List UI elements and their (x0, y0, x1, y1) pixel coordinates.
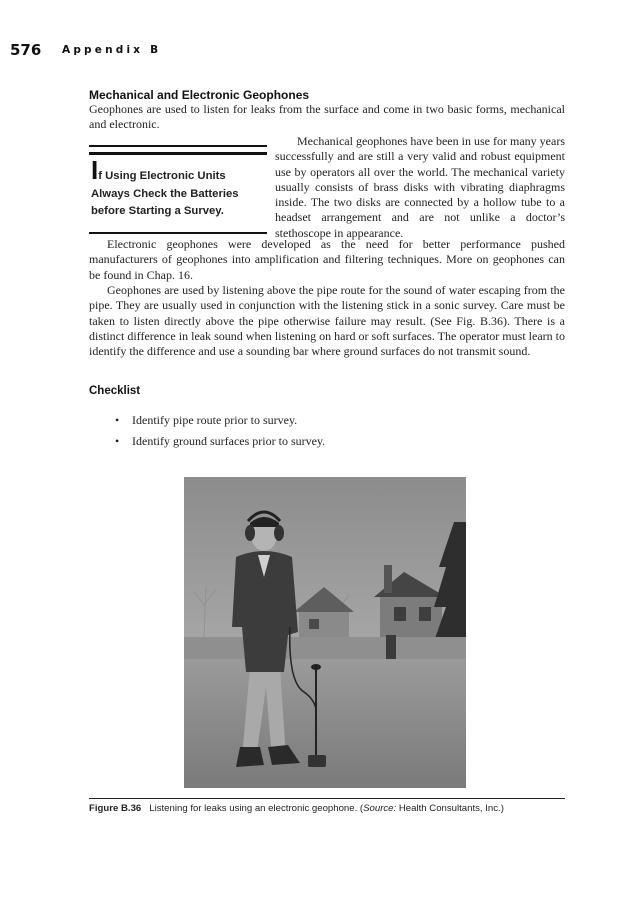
callout-body: f Using Electronic Units Always Check the Batteries before Starting a Survey. (91, 170, 239, 217)
callout-drop-cap: I (91, 155, 99, 185)
body-paragraph: Geophones are used by listening above the pipe route for the sound of water escaping from the pipe. They are usually used in conjunction with the listening stick in a sonic survey. Care must be taken to listen directly above the pipe otherwise failure may result. (See Fig. B.36). There is a distinct difference in leak sound when listening on hard or soft surfaces. The operator must learn to identify the difference and use a sounding bar where ground surfaces do not transmit sound. (89, 283, 565, 359)
running-title: Appendix B (62, 44, 162, 56)
page-number: 576 (10, 41, 42, 59)
callout-divider (89, 152, 267, 155)
section-title: Mechanical and Electronic Geophones (89, 88, 310, 102)
body-paragraph: Mechanical geophones have been in use for many years successfully and are still a very valid and robust equipment use by operators all over the world. The mechanical variety usually consists of brass disks with vibrating diaphragms inside. The two disks are connected by a hollow tube to a headset arrangement and are not unlike a doctor’s stethoscope in appearance. (275, 134, 565, 240)
list-item-text: Identify pipe route prior to survey. (132, 413, 298, 427)
bullet-icon: • (115, 434, 120, 448)
list-item-text: Identify ground surfaces prior to survey. (132, 434, 326, 448)
page-header (10, 41, 310, 61)
caption-text: Listening for leaks using an electronic geophone. ( (149, 803, 364, 814)
checklist-title: Checklist (89, 385, 141, 397)
figure-caption (89, 802, 565, 815)
source-label: Source: (363, 803, 397, 814)
lawn (184, 637, 466, 659)
callout-text (91, 155, 266, 221)
list-item (112, 410, 512, 431)
body-paragraph: Electronic geophones were developed as the need for better performance pushed manufacturers of geophones into amplification and filtering techniques. More on geophones can be found in Chap. 16. (89, 237, 565, 282)
list-item (112, 431, 512, 452)
callout-box (89, 145, 267, 234)
source-text: Health Consultants, Inc.) (396, 803, 504, 814)
intro-paragraph: Geophones are used to listen for leaks from the surface and come in two basic forms, mechanical and electronic. (89, 102, 565, 132)
road (184, 659, 466, 788)
bullet-icon: • (115, 413, 120, 427)
caption-divider (89, 798, 565, 799)
figure-label: Figure B.36 (89, 803, 142, 814)
checklist (112, 410, 512, 452)
figure-photo (184, 477, 466, 788)
